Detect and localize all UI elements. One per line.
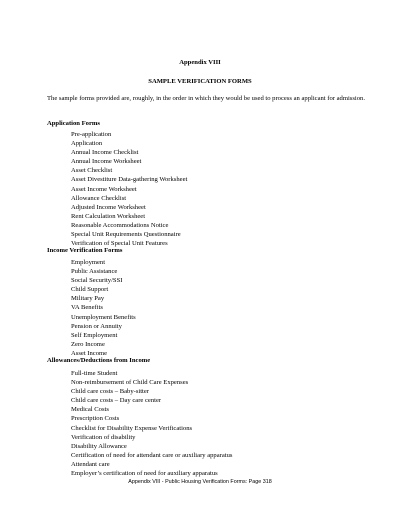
list-item: Social Security/SSI [71,277,123,285]
list-item: Pre-application [71,131,112,138]
list-item: Prescription Costs [71,415,120,423]
list-item: Asset Checklist [71,167,113,175]
intro-paragraph: The sample forms provided are, roughly, in the order in which they would be used to process an applicant for admission. [47,95,366,102]
list-item: Asset Income Worksheet [71,185,137,193]
list-item: Verification of disability [71,433,136,441]
list-item: Adjusted Income Worksheet [71,203,146,211]
list-item: Application [71,140,103,148]
list-item: Asset Divestiture Data-gathering Worksheet [71,176,188,184]
list-item: Annual Income Checklist [71,149,139,157]
list-item: Pension or Annuity [71,322,122,330]
income-verification-forms-list [71,258,136,358]
list-item: Child care costs – Baby-sitter [71,388,150,396]
list-item: Non-reimbursement of Child Care Expenses [71,379,189,387]
page-footer: Appendix VIII - Public Housing Verification Forms: Page 318 [128,479,272,485]
section-heading-income-verification-forms: Income Verification Forms [47,247,123,254]
list-item: Checklist for Disability Expense Verifications [71,424,193,432]
list-item: Certification of need for attendant care or auxiliary apparatus [71,451,233,459]
list-item: Rent Calculation Worksheet [71,212,146,220]
list-item: Employer’s certification of need for auxiliary apparatus [71,470,218,478]
allowances-deductions-list [71,369,232,478]
list-item: Special Unit Requirements Questionnaire [71,231,181,239]
list-item: Employment [71,259,106,266]
list-item: Public Assistance [71,268,118,276]
list-item: Disability Allowance [71,442,127,450]
list-item: Medical Costs [71,406,109,414]
list-item: Full-time Student [71,370,118,377]
list-item: Attendant care [71,460,110,468]
application-forms-list [71,130,187,248]
list-item: Unemployment Benefits [71,313,136,321]
list-item: Zero Income [71,340,105,348]
list-item: Self Employment [71,331,118,339]
section-heading-allowances-deductions: Allowances/Deductions from Income [47,357,151,364]
list-item: Verification of Special Unit Features [71,240,168,248]
list-item: Child care costs – Day care center [71,397,162,405]
list-item: Child Support [71,286,109,294]
list-item: Annual Income Worksheet [71,158,142,166]
list-item: Military Pay [71,295,105,303]
list-item: Asset Income [71,349,108,357]
section-heading-application-forms: Application Forms [47,120,100,127]
appendix-title: Appendix VIII [179,59,221,66]
list-item: Reasonable Accommodations Notice [71,221,169,229]
list-item: VA Benefits [71,304,103,312]
document-subtitle: SAMPLE VERIFICATION FORMS [148,78,252,85]
list-item: Allowance Checklist [71,194,127,202]
